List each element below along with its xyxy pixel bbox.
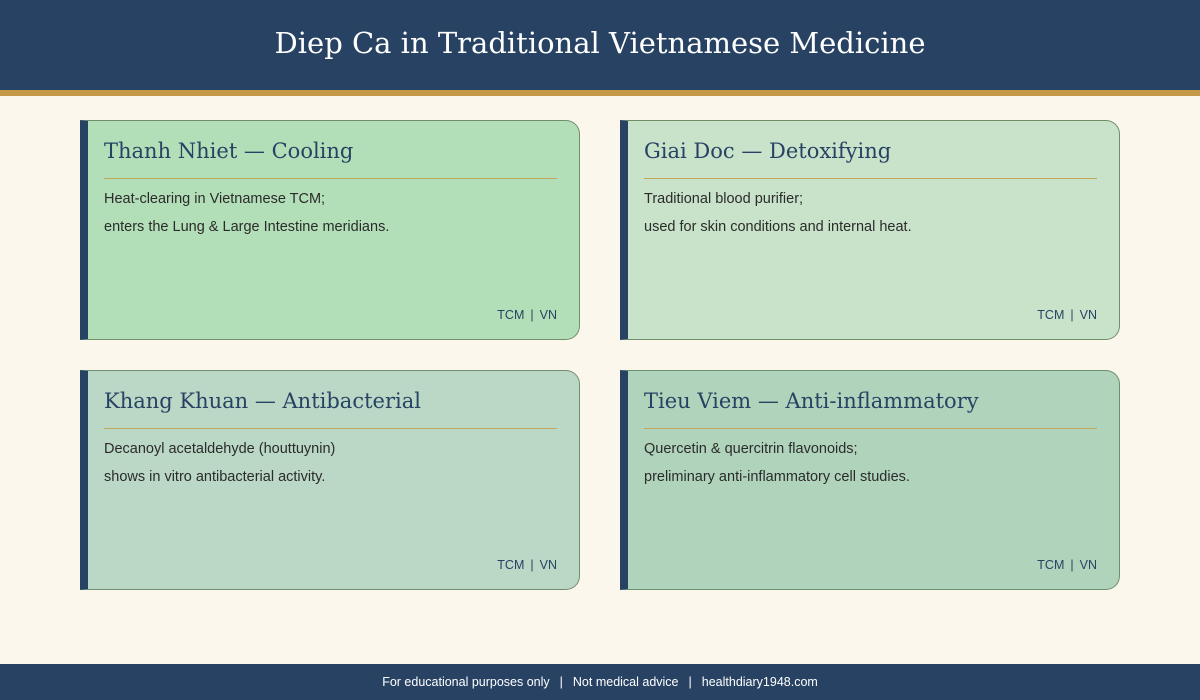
card-text-line: preliminary anti-inflammatory cell studies.: [644, 469, 910, 485]
tag-tcm: TCM: [1037, 308, 1065, 322]
tag-separator: |: [1070, 308, 1074, 322]
tag-tcm: TCM: [497, 308, 525, 322]
card-text-line: Quercetin & quercitrin flavonoids;: [644, 441, 858, 457]
tag-separator: |: [530, 308, 534, 322]
card-divider: [104, 428, 557, 429]
footer-website: healthdiary1948.com: [701, 675, 818, 689]
card-text-line: Decanoyl acetaldehyde (houttuynin): [104, 441, 336, 457]
tag-separator: |: [530, 558, 534, 572]
tag-vn: VN: [539, 308, 557, 322]
card-title: Thanh Nhiet — Cooling: [104, 139, 354, 163]
card-text-line: Traditional blood purifier;: [644, 191, 804, 207]
card-divider: [644, 178, 1097, 179]
card-text-line: Heat-clearing in Vietnamese TCM;: [104, 191, 326, 207]
tag-vn: VN: [1079, 308, 1097, 322]
page-header: [0, 0, 1200, 96]
card-anti-inflammatory: [620, 370, 1120, 590]
card-title: Giai Doc — Detoxifying: [644, 139, 892, 163]
tag-separator: |: [1070, 558, 1074, 572]
footer-separator: |: [559, 675, 563, 689]
card-divider: [104, 178, 557, 179]
card-divider: [644, 428, 1097, 429]
card-cooling: [80, 120, 580, 340]
footer-disclaimer: For educational purposes only: [382, 675, 550, 689]
card-tags: [1037, 308, 1097, 322]
tag-vn: VN: [539, 558, 557, 572]
card-text-line: shows in vitro antibacterial activity.: [104, 469, 326, 485]
page-title: Diep Ca in Traditional Vietnamese Medicine: [274, 26, 926, 60]
tag-vn: VN: [1079, 558, 1097, 572]
card-antibacterial: [80, 370, 580, 590]
card-text-line: used for skin conditions and internal heat.: [644, 219, 912, 235]
card-tags: [497, 558, 557, 572]
footer-not-medical-advice: Not medical advice: [572, 675, 679, 689]
card-title: Khang Khuan — Antibacterial: [104, 389, 421, 413]
card-title: Tieu Viem — Anti-inflammatory: [644, 389, 979, 413]
footer-separator: |: [688, 675, 692, 689]
page-footer: [0, 664, 1200, 700]
card-detoxifying: [620, 120, 1120, 340]
card-tags: [497, 308, 557, 322]
card-text-line: enters the Lung & Large Intestine meridians.: [104, 219, 390, 235]
tag-tcm: TCM: [497, 558, 525, 572]
card-tags: [1037, 558, 1097, 572]
tag-tcm: TCM: [1037, 558, 1065, 572]
